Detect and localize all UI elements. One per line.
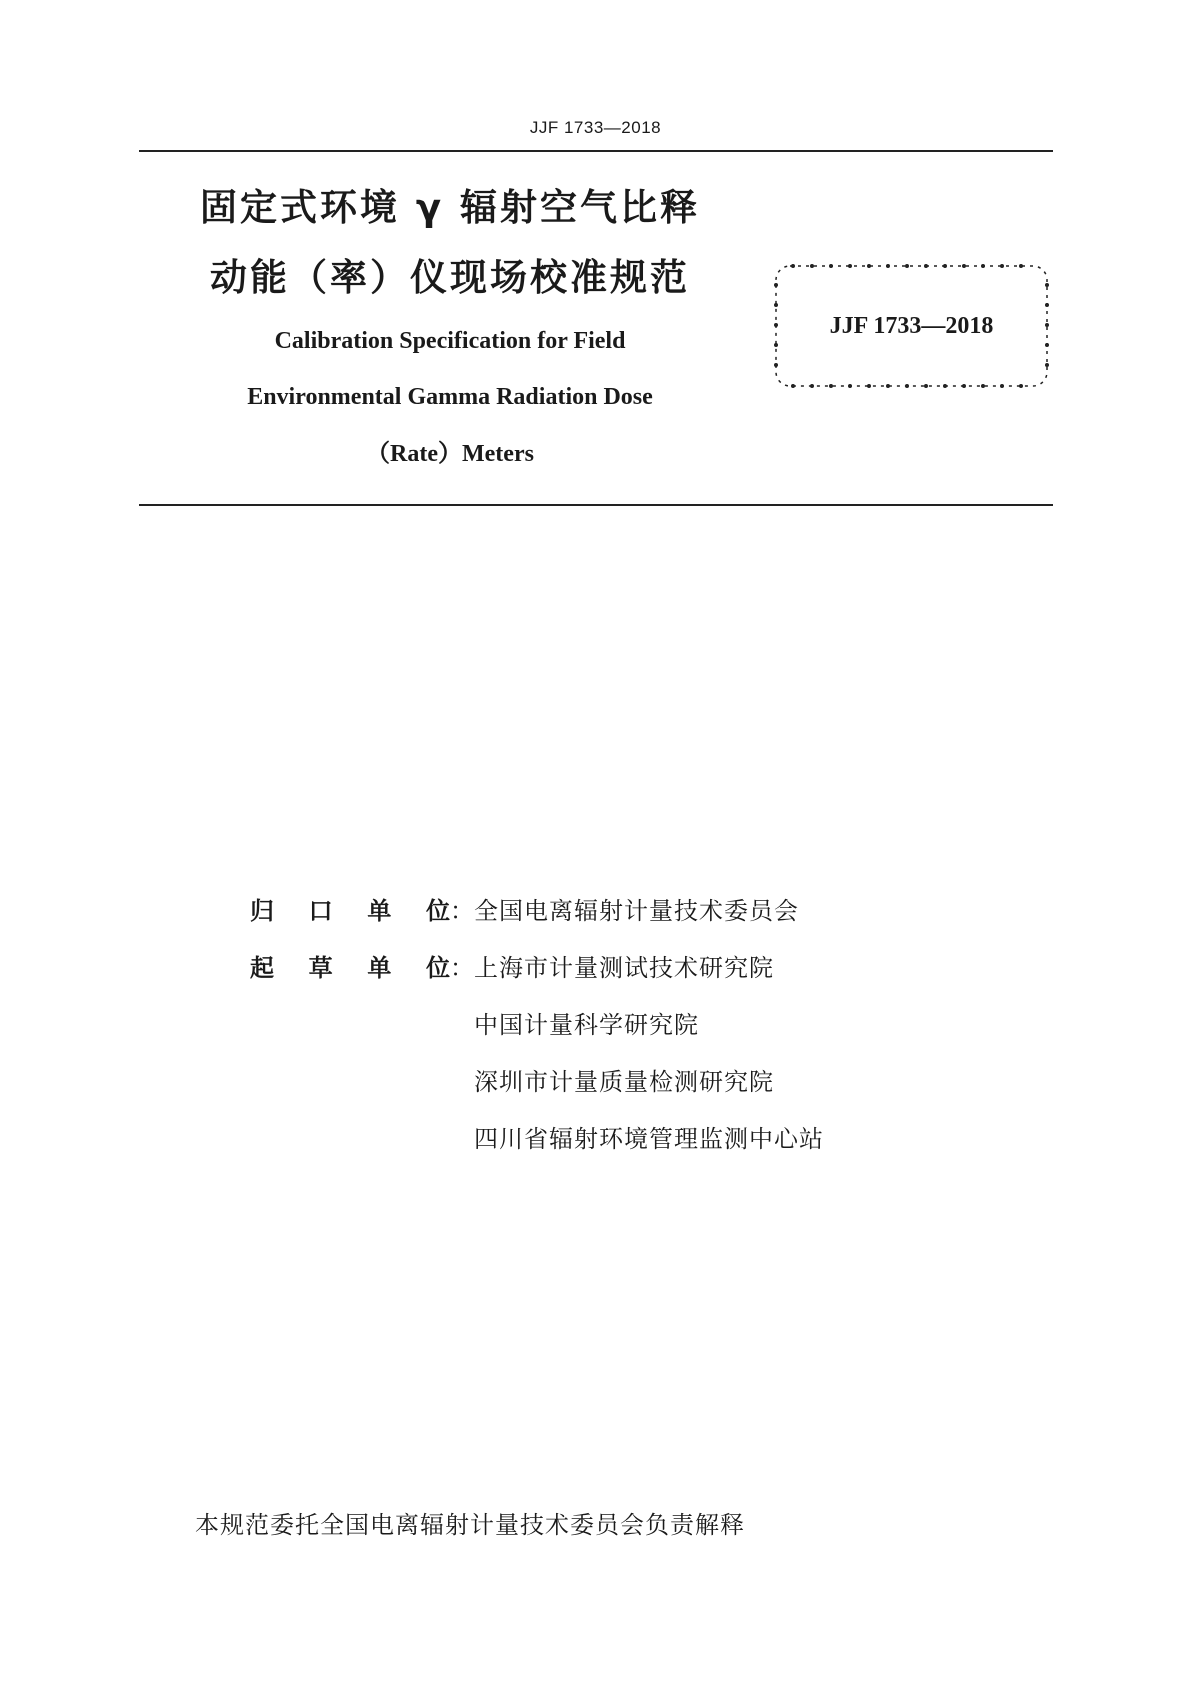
border-dot: [1045, 343, 1049, 347]
label-colon: ：: [450, 954, 474, 982]
border-dot: [1019, 384, 1023, 388]
responsible-unit-value: 全国电离辐射计量技术委员会: [474, 897, 799, 925]
border-dot: [943, 264, 947, 268]
units-section: [250, 880, 824, 1165]
title-english-line-2: Environmental Gamma Radiation Dose: [247, 384, 653, 410]
border-dot: [981, 264, 985, 268]
border-dot: [848, 384, 852, 388]
label-char: 口: [308, 897, 333, 925]
bottom-divider: [139, 504, 1053, 506]
border-dot: [867, 264, 871, 268]
label-colon: ：: [450, 897, 474, 925]
drafting-unit-label: [250, 948, 450, 983]
label-char: 单: [367, 954, 392, 982]
label-char: 位: [425, 897, 450, 925]
border-dot: [829, 264, 833, 268]
label-char: 起: [250, 954, 274, 982]
border-dot: [810, 384, 814, 388]
drafting-unit-row: [250, 937, 824, 994]
border-dot: [1019, 264, 1023, 268]
border-dot: [962, 264, 966, 268]
standard-code-box-text: JJF 1733—2018: [829, 313, 994, 339]
top-divider: [139, 150, 1053, 152]
interpretation-note: 本规范委托全国电离辐射计量技术委员会负责解释: [195, 1511, 745, 1539]
border-dot: [1000, 384, 1004, 388]
label-char: 草: [308, 954, 333, 982]
responsible-unit-row: [250, 880, 824, 937]
border-dot: [1045, 363, 1049, 367]
border-dot: [981, 384, 985, 388]
border-dot: [1045, 303, 1049, 307]
border-dot: [867, 384, 871, 388]
border-dot: [774, 343, 778, 347]
label-char: 单: [367, 897, 392, 925]
label-char: 归: [250, 897, 274, 925]
border-dot: [943, 384, 947, 388]
border-dot: [924, 384, 928, 388]
title-chinese-line-1: 固定式环境 γ 辐射空气比释: [200, 186, 700, 229]
title-chinese-line-2: 动能（率）仪现场校准规范: [210, 256, 690, 299]
border-dot: [829, 384, 833, 388]
border-dot: [886, 384, 890, 388]
border-dot: [791, 384, 795, 388]
border-dot: [1000, 264, 1004, 268]
border-dot: [774, 283, 778, 287]
border-dot: [791, 264, 795, 268]
border-dot: [1045, 283, 1049, 287]
border-dot: [905, 264, 909, 268]
header-standard-code: JJF 1733—2018: [529, 118, 662, 137]
title-english-line-1: Calibration Specification for Field: [274, 328, 626, 354]
standard-code-box: [773, 263, 1050, 389]
border-dot: [848, 264, 852, 268]
title-english-line-3: （Rate）Meters: [366, 441, 534, 467]
drafting-unit-value: 四川省辐射环境管理监测中心站: [474, 1125, 824, 1153]
border-dot: [774, 303, 778, 307]
border-dot: [810, 264, 814, 268]
border-dot: [774, 363, 778, 367]
drafting-unit-value: 深圳市计量质量检测研究院: [474, 1068, 774, 1096]
drafting-unit-value: 中国计量科学研究院: [474, 1011, 699, 1039]
drafting-unit-value: 上海市计量测试技术研究院: [474, 954, 774, 982]
responsible-unit-label: [250, 891, 450, 926]
drafting-unit-row: [250, 994, 824, 1051]
label-char: 位: [425, 954, 450, 982]
border-dot: [962, 384, 966, 388]
drafting-unit-row: [250, 1108, 824, 1165]
border-dot: [924, 264, 928, 268]
border-dot: [886, 264, 890, 268]
drafting-unit-row: [250, 1051, 824, 1108]
border-dot: [905, 384, 909, 388]
